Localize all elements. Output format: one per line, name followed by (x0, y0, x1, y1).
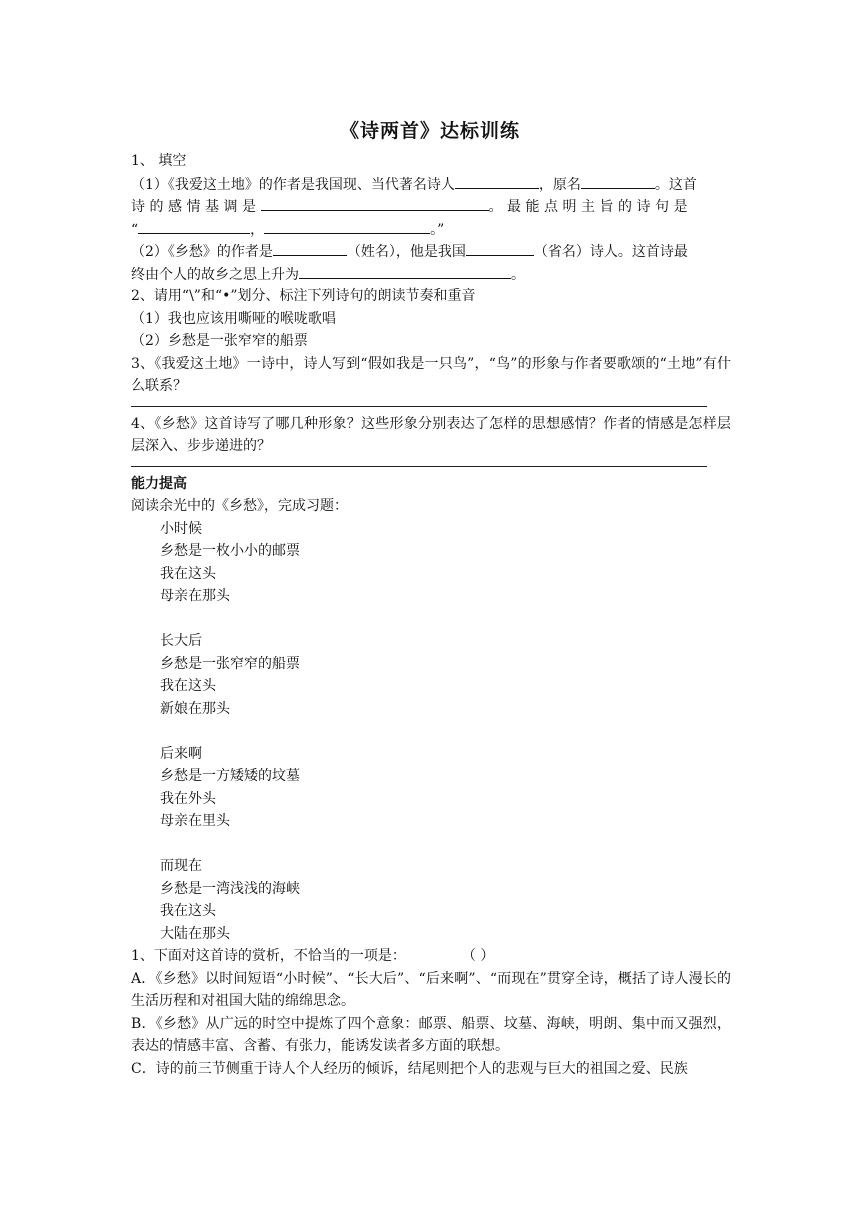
poem-line: 乡愁是一湾浅浅的海峡 (160, 880, 300, 897)
blank-emotional-tone[interactable] (261, 195, 489, 211)
option-a: A．《乡愁》以时间短语“小时候”、“长大后”、“后来啊”、“而现在”贯穿全诗，概括了诗人漫长的生活历程和对祖国大陆的绵绵思念。 (131, 970, 731, 1009)
answer-line-4[interactable] (131, 466, 707, 467)
q1-line3-open-quote: “ (131, 221, 139, 238)
blank-poet-name[interactable] (455, 173, 539, 189)
poem-line: 长大后 (160, 633, 202, 649)
stanza-gap (160, 720, 731, 743)
poem-line: 我在这头 (160, 903, 216, 919)
ability-heading: 能力提高 (131, 475, 187, 492)
q1-line3-comma: ， (250, 221, 265, 238)
q2-text-b: （姓名），他是我国 (346, 244, 466, 260)
poem-line: 而现在 (160, 858, 202, 874)
q1-line2 (131, 195, 731, 218)
poem-line: 乡愁是一枚小小的邮票 (160, 543, 300, 559)
stanza-gap (160, 833, 731, 856)
poem-line: 乡愁是一张窄窄的船票 (160, 655, 300, 672)
blank-theme-line-1[interactable] (138, 218, 250, 234)
exercise-question (131, 945, 731, 968)
poem-line: 我在这头 (160, 565, 216, 582)
page-title: 《诗两首》达标训练 (339, 120, 520, 142)
q2-line2-text-b: 。 (511, 266, 525, 283)
q2-line1 (131, 240, 731, 263)
answer-bracket[interactable]: （ ） (461, 948, 495, 964)
poem-line: 小时候 (160, 520, 202, 537)
section2-heading: 2、请用“\”和“•”划分、标注下列诗句的朗读节奏和重音 (131, 288, 476, 304)
section1-heading: 1、 填空 (131, 153, 187, 169)
q1-line3 (131, 218, 731, 241)
poem-nostalgia (131, 518, 731, 946)
section2-item-1: （1）我也应该用嘶哑的喉咙歌唱 (131, 310, 336, 327)
poem-line: 乡愁是一方矮矮的坟墓 (160, 768, 300, 784)
q1-line2-text-b: 。最能点明主旨的诗句是 (488, 199, 692, 215)
option-b: B．《乡愁》从广远的时空中提炼了四个意象：邮票、船票、坟墓、海峡，明朗、集中而又强烈，表达的情感丰富、含蓄、有张力，能诱发读者多方面的联想。 (131, 1015, 731, 1054)
blank-author-name[interactable] (273, 240, 347, 256)
q2-text-c: （省名）诗人。这首诗最 (533, 244, 688, 260)
option-c: C．诗的前三节侧重于诗人个人经历的倾诉，结尾则把个人的悲观与巨大的祖国之爱、民族 (131, 1060, 688, 1077)
q1-text-c: 。这首 (654, 176, 697, 193)
answer-line-3[interactable] (131, 406, 707, 407)
section2-item-2: （2）乡愁是一张窄窄的船票 (131, 333, 308, 349)
stanza-gap (160, 608, 731, 631)
section3-question: 3、《我爱这土地》一诗中，诗人写到“假如我是一只鸟”，“鸟”的形象与作者要歌颂的“土地”有什么联系？ (131, 355, 731, 394)
q1-text-b: ，原名 (538, 176, 581, 193)
poem-line: 母亲在里头 (160, 813, 230, 829)
blank-elevated-theme[interactable] (299, 263, 511, 279)
q1-text-a: （1）《我爱这土地》的作者是我国现、当代著名诗人 (131, 176, 455, 193)
q1-line2-text-a: 诗的感情基调是 (131, 199, 261, 215)
exercise-question-text: 1、下面对这首诗的赏析，不恰当的一项是： (131, 948, 406, 964)
poem-line: 后来啊 (160, 745, 202, 762)
blank-original-name[interactable] (581, 173, 655, 189)
q2-text-a: （2）《乡愁》的作者是 (131, 244, 273, 260)
section4-question: 4、《乡愁》这首诗写了哪几种形象？这些形象分别表达了怎样的思想感情？作者的情感是怎样层层深入、步步递进的？ (131, 415, 731, 454)
q1-line1 (131, 173, 731, 196)
poem-line: 新娘在那头 (160, 700, 230, 717)
reading-intro: 阅读余光中的《乡愁》，完成习题： (131, 498, 348, 514)
q2-line2-text-a: 终由个人的故乡之思上升为 (131, 266, 299, 283)
blank-province[interactable] (466, 240, 534, 256)
poem-line: 母亲在那头 (160, 588, 230, 604)
q2-line2 (131, 263, 731, 286)
q1-line3-close: 。” (430, 221, 445, 238)
poem-line: 我在外头 (160, 790, 216, 807)
poem-line: 我在这头 (160, 678, 216, 694)
blank-theme-line-2[interactable] (264, 218, 430, 234)
document-body (131, 150, 731, 1080)
poem-line: 大陆在那头 (160, 925, 230, 942)
